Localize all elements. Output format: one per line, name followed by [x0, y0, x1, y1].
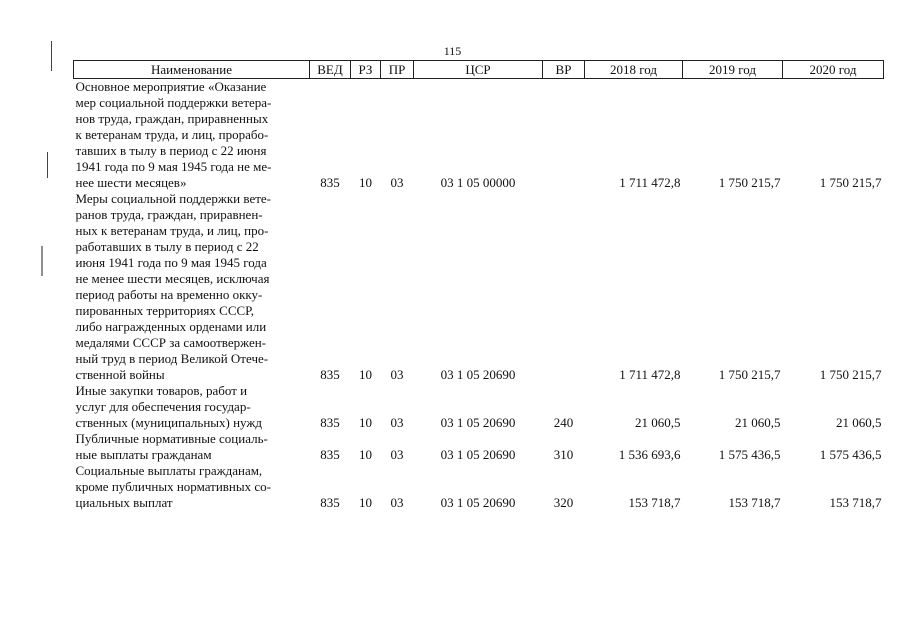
name-line: циальных выплат: [75, 495, 173, 510]
name-line: ранов труда, граждан, приравнен-: [75, 207, 263, 222]
cell-name: [74, 463, 310, 511]
cell-2018: 1 711 472,8: [619, 367, 681, 382]
table-row: [74, 383, 884, 431]
cell-2020: 1 750 215,7: [819, 367, 882, 382]
column-header-2020: 2020 год: [783, 61, 884, 79]
name-line: Публичные нормативные социаль-: [75, 431, 268, 446]
cell-vr: [543, 79, 585, 192]
budget-table: [73, 60, 884, 511]
cell-rz: 10: [359, 447, 372, 462]
name-line: июня 1941 года по 9 мая 1945 года: [75, 255, 267, 270]
column-header-ved: ВЕД: [310, 61, 351, 79]
cell-2020: 1 750 215,7: [819, 175, 882, 190]
name-line: услуг для обеспечения государ-: [75, 399, 251, 414]
cell-name: [74, 191, 310, 383]
cell-rz: 10: [359, 367, 372, 382]
name-line: к ветеранам труда, и лиц, прорабо-: [75, 127, 269, 142]
cell-2020: 153 718,7: [829, 495, 882, 510]
scan-mark: [41, 246, 43, 276]
column-header-2018: 2018 год: [585, 61, 683, 79]
cell-vr: [543, 191, 585, 383]
cell-2019: 21 060,5: [735, 415, 781, 430]
name-line: не менее шести месяцев, исключая: [75, 271, 270, 286]
name-line: пированных территориях СССР,: [75, 303, 255, 318]
cell-name: [74, 383, 310, 431]
name-line: ные выплаты гражданам: [75, 447, 212, 462]
name-line: тавших в тылу в период с 22 июня: [75, 143, 267, 158]
cell-2020: 21 060,5: [836, 415, 882, 430]
cell-csr: 03 1 05 20690: [440, 495, 516, 510]
name-line: ственной войны: [75, 367, 165, 382]
name-line: медалями СССР за самоотвержен-: [75, 335, 267, 350]
table-row: [74, 79, 884, 192]
cell-pr: 03: [390, 175, 404, 190]
cell-2018: 1 536 693,6: [618, 447, 681, 462]
cell-2019: 1 575 436,5: [718, 447, 781, 462]
cell-rz: 10: [359, 175, 372, 190]
name-line: работавших в тылу в период с 22: [75, 239, 259, 254]
cell-ved: 835: [320, 367, 340, 382]
name-line: период работы на временно окку-: [75, 287, 263, 302]
name-line: ный труд в период Великой Отече-: [75, 351, 269, 366]
cell-csr: 03 1 05 20690: [440, 447, 516, 462]
cell-2018: 153 718,7: [628, 495, 681, 510]
cell-2019: 1 750 215,7: [718, 175, 781, 190]
name-line: Социальные выплаты гражданам,: [75, 463, 263, 478]
page-number: 115: [443, 44, 462, 58]
cell-2019: 153 718,7: [728, 495, 781, 510]
cell-2018: 1 711 472,8: [619, 175, 681, 190]
column-header-rz: РЗ: [351, 61, 381, 79]
column-header-name: Наименование: [74, 61, 310, 79]
name-line: мер социальной поддержки ветера-: [75, 95, 272, 110]
name-line: Основное мероприятие «Оказание: [75, 79, 267, 94]
table-header-row: [74, 61, 884, 79]
table-row: [74, 191, 884, 383]
name-line: Меры социальной поддержки вете-: [75, 191, 271, 206]
cell-ved: 835: [320, 447, 340, 462]
name-line: ственных (муниципальных) нужд: [75, 415, 262, 430]
name-line: нее шести месяцев»: [75, 175, 187, 190]
cell-pr: 03: [390, 415, 404, 430]
cell-ved: 835: [320, 175, 340, 190]
cell-rz: 10: [359, 495, 372, 510]
name-line: ных к ветеранам труда, и лиц, про-: [75, 223, 269, 238]
column-header-csr: ЦСР: [414, 61, 543, 79]
cell-name: [74, 79, 310, 192]
table-body: [74, 79, 884, 512]
cell-2019: 1 750 215,7: [718, 367, 781, 382]
cell-2020: 1 575 436,5: [819, 447, 882, 462]
cell-name: [74, 431, 310, 463]
cell-csr: 03 1 05 20690: [440, 415, 516, 430]
table-row: [74, 431, 884, 463]
name-line: Иные закупки товаров, работ и: [75, 383, 248, 398]
cell-ved: 835: [320, 495, 340, 510]
cell-ved: 835: [320, 415, 340, 430]
name-line: либо награжденных орденами или: [75, 319, 267, 334]
scan-mark: [47, 152, 48, 178]
cell-vr: 320: [553, 495, 574, 510]
cell-pr: 03: [390, 447, 404, 462]
column-header-vr: ВР: [543, 61, 585, 79]
cell-pr: 03: [390, 495, 404, 510]
cell-pr: 03: [390, 367, 404, 382]
name-line: нов труда, граждан, приравненных: [75, 111, 269, 126]
column-header-pr: ПР: [381, 61, 414, 79]
name-line: 1941 года по 9 мая 1945 года не ме-: [75, 159, 272, 174]
cell-csr: 03 1 05 20690: [440, 367, 516, 382]
cell-vr: 240: [553, 415, 574, 430]
table-row: [74, 463, 884, 511]
column-header-2019: 2019 год: [683, 61, 783, 79]
cell-csr: 03 1 05 00000: [440, 175, 516, 190]
cell-rz: 10: [359, 415, 372, 430]
name-line: кроме публичных нормативных со-: [75, 479, 271, 494]
cell-vr: 310: [553, 447, 574, 462]
cell-2018: 21 060,5: [635, 415, 681, 430]
